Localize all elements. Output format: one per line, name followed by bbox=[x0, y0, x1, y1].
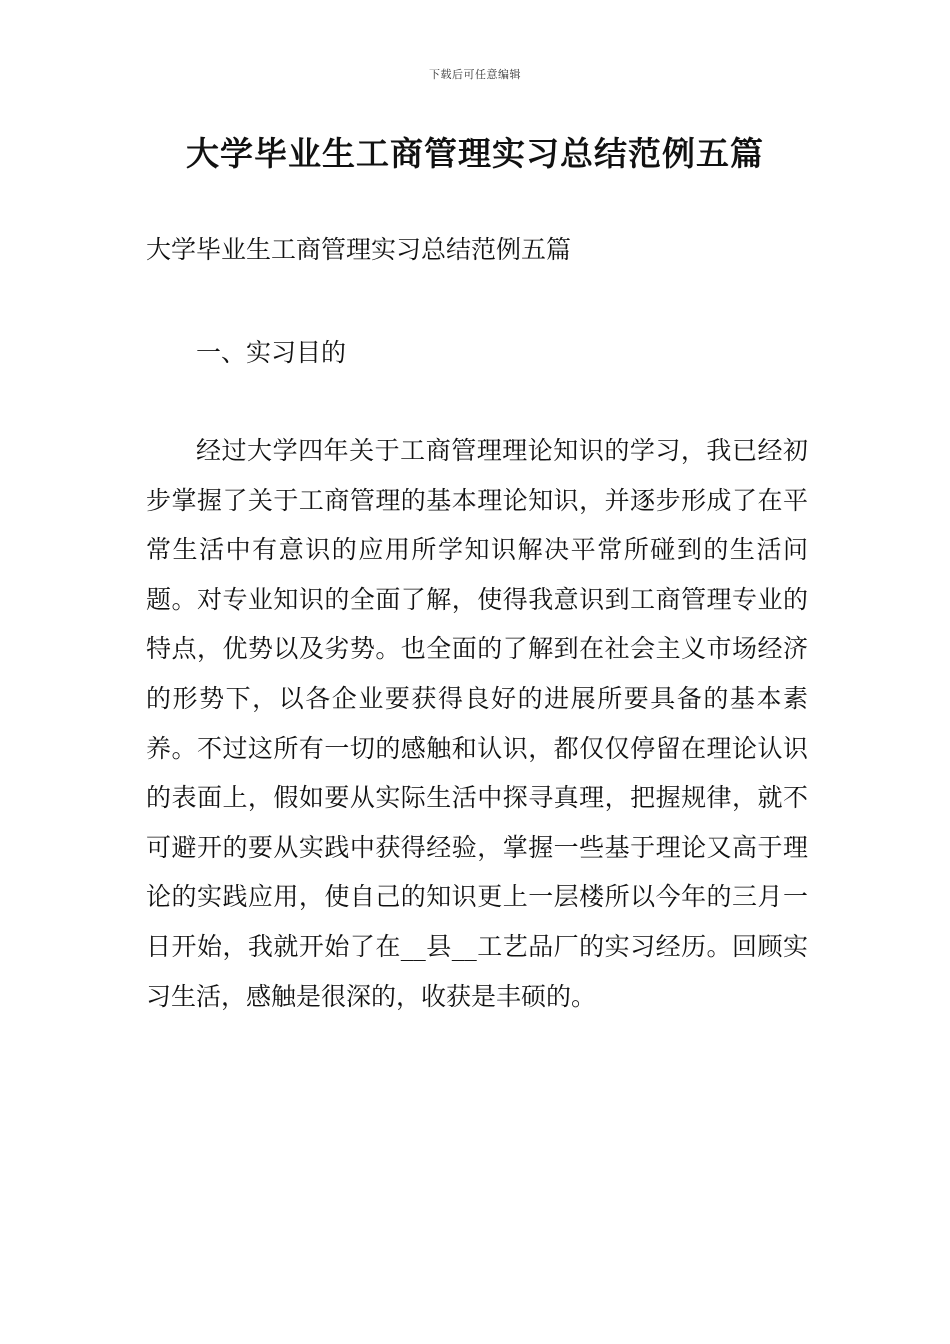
header-note: 下载后可任意编辑 bbox=[429, 68, 521, 81]
document-subtitle: 大学毕业生工商管理实习总结范例五篇 bbox=[146, 235, 572, 264]
document-title: 大学毕业生工商管理实习总结范例五篇 bbox=[186, 134, 764, 173]
body-paragraph: 经过大学四年关于工商管理理论知识的学习，我已经初步掌握了关于工商管理的基本理论知识，并逐步形成了在平常生活中有意识的应用所学知识解决平常所碰到的生活问题。对专业知识的全面了解，使得我意识到工商管理专业的特点，优势以及劣势。也全面的了解到在社会主义市场经济的形势下，以各企业要获得良好的进展所要具备的基本素养。不过这所有一切的感触和认识，都仅仅停留在理论认识的表面上，假如要从实际生活中探寻真理，把握规律，就不可避开的要从实践中获得经验，掌握一些基于理论又高于理论的实践应用，使自己的知识更上一层楼所以今年的三月一日开始，我就开始了在__县__工艺品厂的实习经历。回顾实习生活，感触是很深的，收获是丰硕的。 bbox=[146, 436, 808, 1011]
section-heading: 一、实习目的 bbox=[196, 338, 347, 367]
